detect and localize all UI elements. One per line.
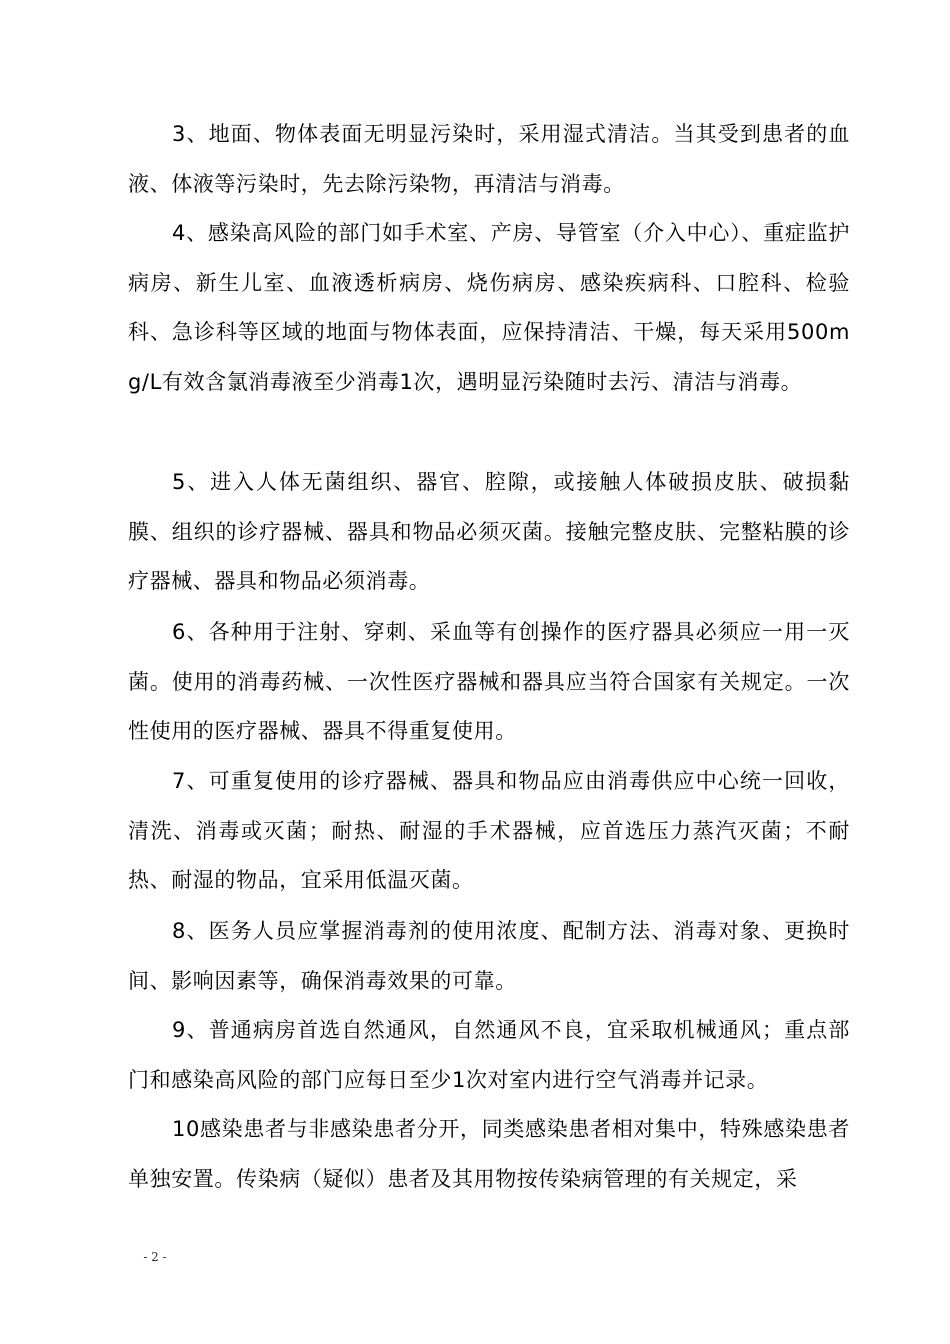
paragraph-4: 4、感染高风险的部门如手术室、产房、导管室（介入中心）、重症监护病房、新生儿室、血液透析病房、烧伤病房、感染疾病科、口腔科、检验科、急诊科等区域的地面与物体表面，应保持清洁、干燥，每天采用500mg/L有效含氯消毒液至少消毒1次，遇明显污染随时去污、清洁与消毒。	[128, 221, 850, 394]
paragraph-10: 10感染患者与非感染患者分开，同类感染患者相对集中，特殊感染患者单独安置。传染病（疑似）患者及其用物按传染病管理的有关规定，采	[128, 1117, 850, 1191]
paragraph-7: 7、可重复使用的诊疗器械、器具和物品应由消毒供应中心统一回收，清洗、消毒或灭菌；耐热、耐湿的手术器械，应首选压力蒸汽灭菌；不耐热、耐湿的物品，宜采用低温灭菌。	[128, 769, 850, 892]
paragraph-8: 8、医务人员应掌握消毒剂的使用浓度、配制方法、消毒对象、更换时间、影响因素等，确保消毒效果的可靠。	[128, 919, 850, 993]
page-number: - 2 -	[143, 1250, 167, 1264]
paragraph-6: 6、各种用于注射、穿刺、采血等有创操作的医疗器具必须应一用一灭菌。使用的消毒药械、一次性医疗器械和器具应当符合国家有关规定。一次性使用的医疗器械、器具不得重复使用。	[128, 620, 850, 743]
paragraph-9: 9、普通病房首选自然通风，自然通风不良，宜采取机械通风；重点部门和感染高风险的部门应每日至少1次对室内进行空气消毒并记录。	[128, 1018, 850, 1092]
paragraph-3: 3、地面、物体表面无明显污染时，采用湿式清洁。当其受到患者的血液、体液等污染时，先去除污染物，再清洁与消毒。	[128, 122, 850, 196]
paragraph-5: 5、进入人体无菌组织、器官、腔隙，或接触人体破损皮肤、破损黏膜、组织的诊疗器械、器具和物品必须灭菌。接触完整皮肤、完整粘膜的诊疗器械、器具和物品必须消毒。	[128, 470, 850, 593]
